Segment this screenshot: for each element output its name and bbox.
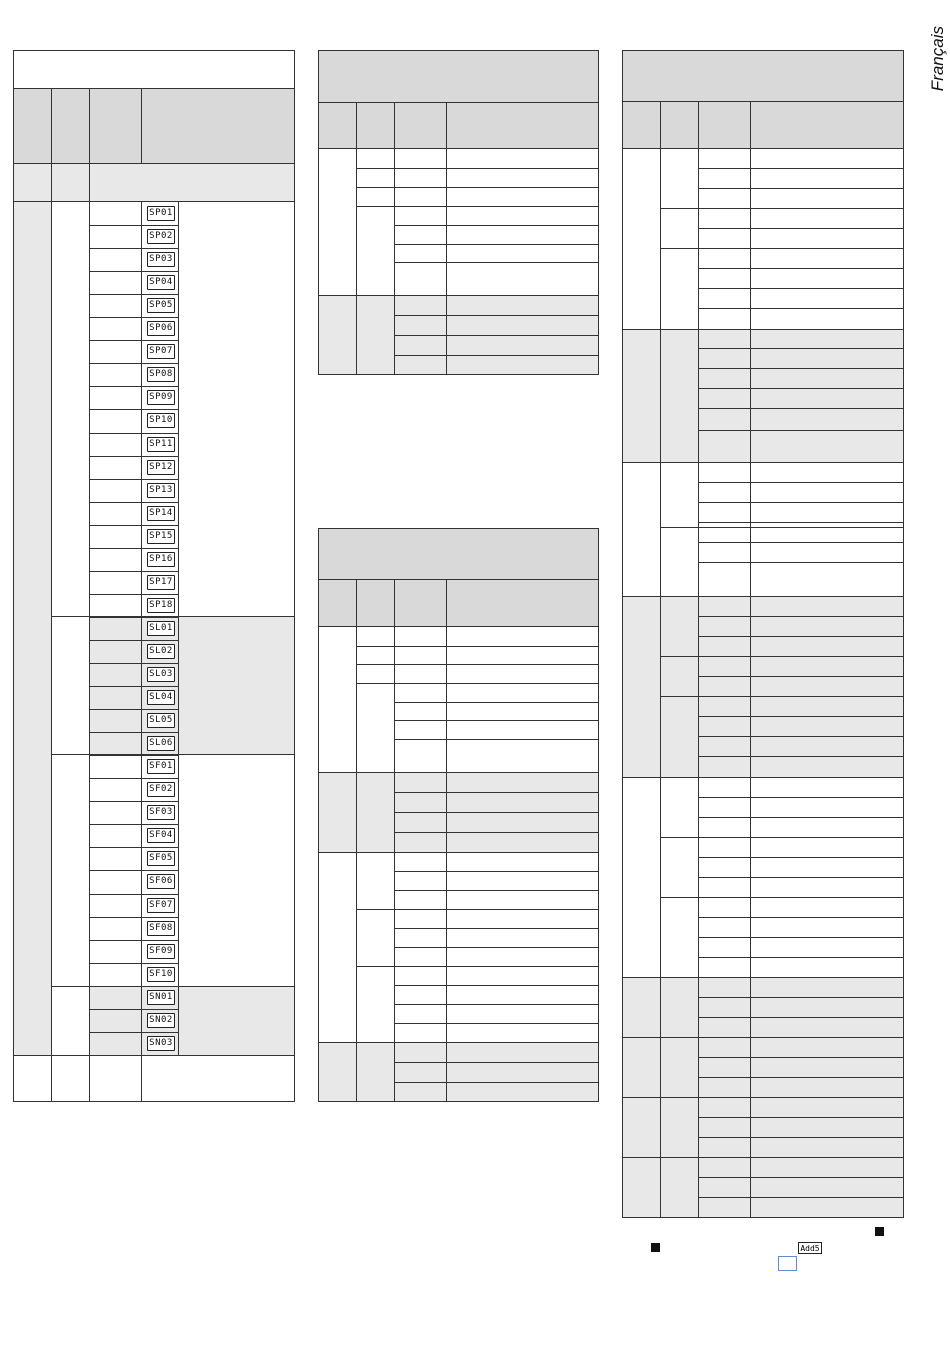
lcd-code-sn02: SN02 <box>147 1013 175 1028</box>
footnote-bullet-icon <box>875 1227 884 1236</box>
lcd-code-sn03: SN03 <box>147 1036 175 1051</box>
parameter-table-middle-bottom <box>318 528 599 1102</box>
parameter-table-middle-top <box>318 50 599 375</box>
table-header-row <box>14 89 294 163</box>
parameter-table-right <box>622 50 904 1218</box>
lcd-code-sl05: SL05 <box>147 713 175 728</box>
lcd-code-sp15: SP15 <box>147 529 175 544</box>
lcd-code-sp18: SP18 <box>147 598 175 613</box>
lcd-code-sl04: SL04 <box>147 690 175 705</box>
lcd-code-sl03: SL03 <box>147 667 175 682</box>
lcd-code-sf07: SF07 <box>147 898 175 913</box>
lcd-code-sp02: SP02 <box>147 229 175 244</box>
lcd-code-sf02: SF02 <box>147 782 175 797</box>
lcd-code-sf01: SF01 <box>147 759 175 774</box>
lcd-code-sn01: SN01 <box>147 990 175 1005</box>
lcd-code-sp11: SP11 <box>147 437 175 452</box>
lcd-code-sp16: SP16 <box>147 552 175 567</box>
lcd-code-sp14: SP14 <box>147 506 175 521</box>
lcd-code-sp04: SP04 <box>147 275 175 290</box>
lcd-code-sl01: SL01 <box>147 621 175 636</box>
lcd-code-sp01: SP01 <box>147 206 175 221</box>
language-tab: Français <box>928 26 947 92</box>
lcd-code-sl02: SL02 <box>147 644 175 659</box>
lcd-code-sp09: SP09 <box>147 390 175 405</box>
lcd-code-sp08: SP08 <box>147 367 175 382</box>
lcd-code-sp06: SP06 <box>147 321 175 336</box>
lcd-code-sf06: SF06 <box>147 874 175 889</box>
lcd-code-sf09: SF09 <box>147 944 175 959</box>
lcd-code-sf03: SF03 <box>147 805 175 820</box>
lcd-code-sf05: SF05 <box>147 851 175 866</box>
lcd-code-sf08: SF08 <box>147 921 175 936</box>
parameter-table-left <box>13 50 295 1102</box>
lcd-code-sp05: SP05 <box>147 298 175 313</box>
lcd-code-sp03: SP03 <box>147 252 175 267</box>
highlight-box <box>778 1256 797 1271</box>
table-group-row <box>14 164 294 201</box>
address-code: Add5 <box>798 1242 822 1254</box>
footnote-bullet-icon <box>651 1243 660 1252</box>
lcd-code-sf10: SF10 <box>147 967 175 982</box>
table-title-row <box>14 51 294 88</box>
lcd-code-sf04: SF04 <box>147 828 175 843</box>
lcd-code-sl06: SL06 <box>147 736 175 751</box>
lcd-code-sp17: SP17 <box>147 575 175 590</box>
lcd-code-sp12: SP12 <box>147 460 175 475</box>
lcd-code-sp07: SP07 <box>147 344 175 359</box>
lcd-code-sp10: SP10 <box>147 413 175 428</box>
lcd-code-sp13: SP13 <box>147 483 175 498</box>
